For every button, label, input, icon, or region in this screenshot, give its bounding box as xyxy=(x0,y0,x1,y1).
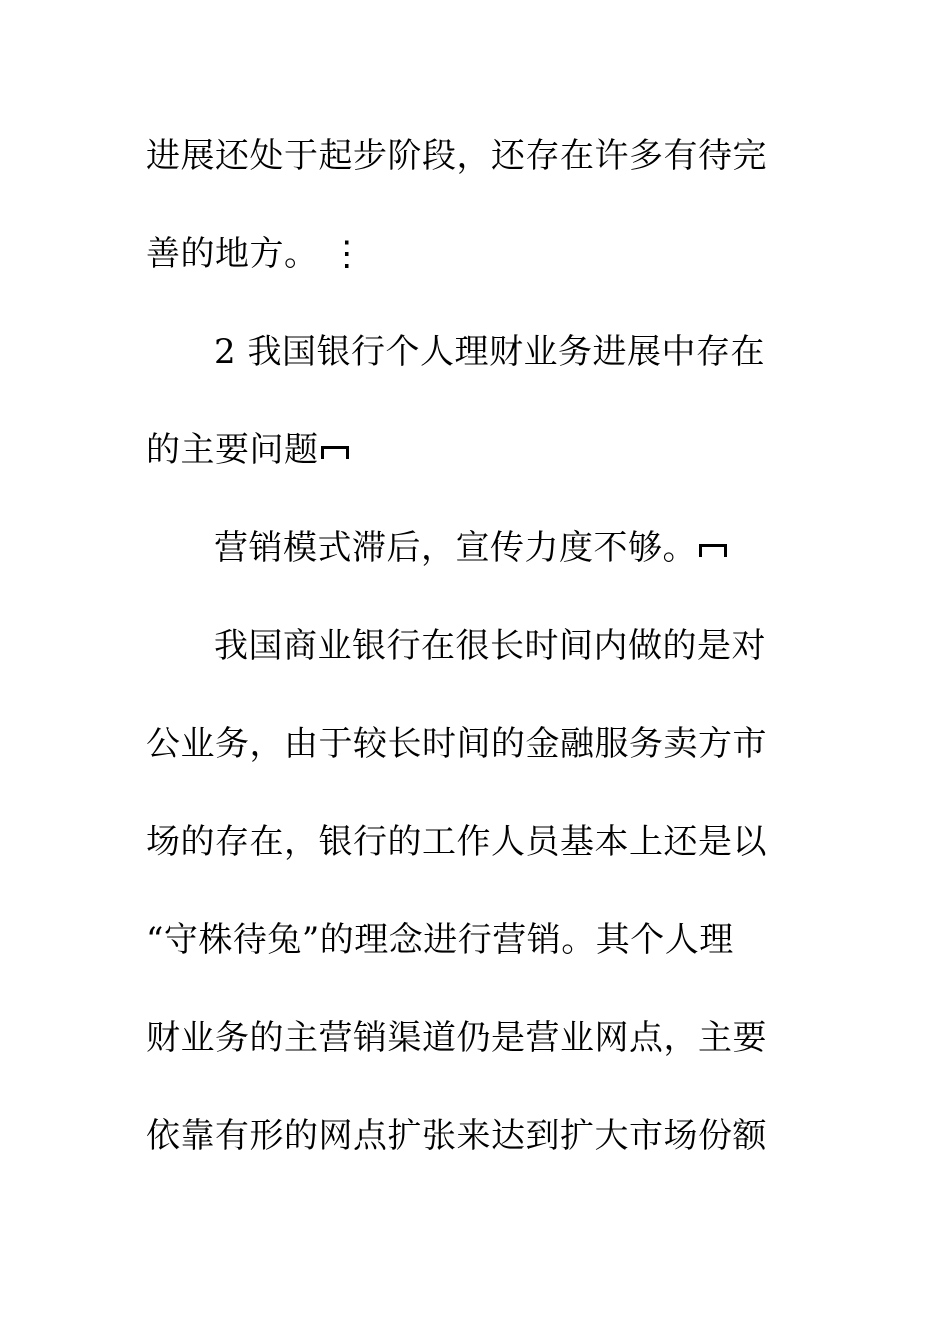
subheading-text: 营销模式滞后，宣传力度不够。 xyxy=(214,528,697,568)
body-text-line: 我国商业银行在很长时间内做的是对 xyxy=(214,626,766,666)
body-text-line: 依靠有形的网点扩张来达到扩大市场份额 xyxy=(146,1116,767,1156)
section-heading: 2 我国银行个人理财业务进展中存在 xyxy=(214,332,765,372)
edit-mark-icon xyxy=(697,537,729,559)
body-text-line: “守株待兔”的理念进行营销。其个人理 xyxy=(146,920,734,960)
body-text-line: 场的存在，银行的工作人员基本上还是以 xyxy=(146,822,767,862)
heading-text: 的主要问题 xyxy=(146,430,319,470)
body-text-line: 进展还处于起步阶段，还存在许多有待完 xyxy=(146,136,767,176)
edit-mark-icon xyxy=(319,439,351,461)
section-heading-continued xyxy=(146,425,786,475)
subheading xyxy=(214,523,854,573)
body-text-line: 公业务，由于较长时间的金融服务卖方市 xyxy=(146,724,767,764)
body-text-line: 财业务的主营销渠道仍是营业网点，主要 xyxy=(146,1018,767,1058)
body-text-line: 善的地方。 ⋮ xyxy=(146,234,365,274)
